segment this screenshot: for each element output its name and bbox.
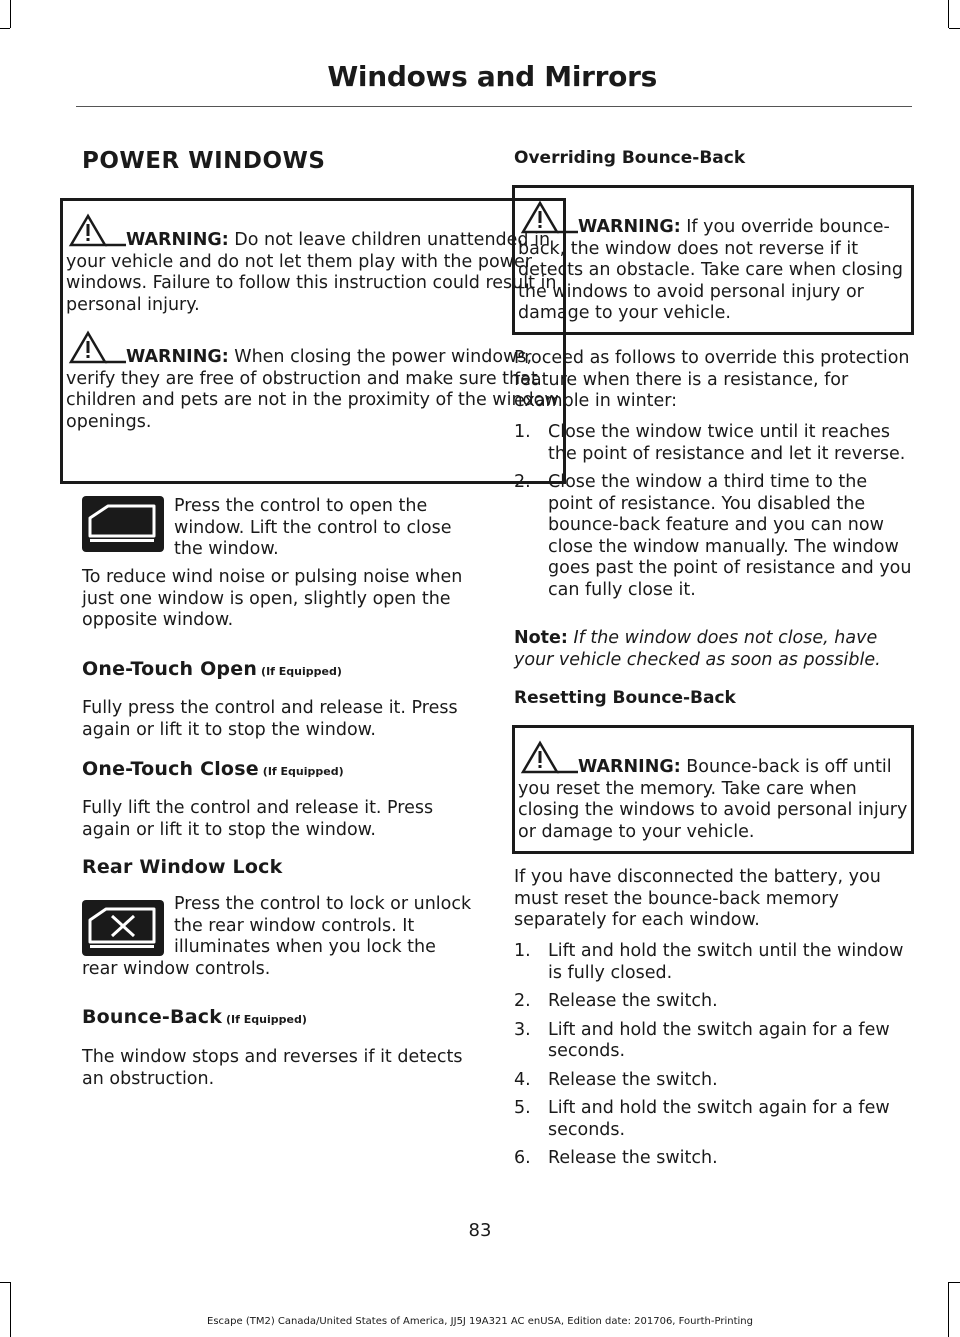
section-title: POWER WINDOWS: [82, 148, 326, 174]
crop-mark: [949, 1282, 960, 1283]
override-title: Overriding Bounce-Back: [514, 148, 746, 168]
wind-noise-text: To reduce wind noise or pulsing noise when just one window is open, slightly open the opposite window.: [82, 567, 463, 630]
equipped-tag: (If Equipped): [261, 665, 342, 678]
reset-steps-list: [514, 941, 914, 1177]
step-number: 1.: [514, 941, 531, 961]
bounce-back-text: The window stops and reverses if it detects an obstruction.: [82, 1047, 463, 1089]
warning-text: If you override bounce-back, the window does not reverse if it detects an obstacle. Take care when closing the windows to avoid personal injury or damage to your vehicle.: [518, 217, 903, 323]
step-number: 1.: [514, 422, 531, 442]
crop-mark: [0, 1282, 10, 1283]
warning-label: WARNING:: [126, 230, 229, 250]
step-text: Lift and hold the switch until the window is fully closed.: [548, 941, 904, 983]
note-label: Note:: [514, 628, 568, 648]
warning-box: [60, 198, 566, 484]
list-item: [514, 991, 914, 1013]
page-number: 83: [468, 1220, 492, 1241]
warning-text: When closing the power windows, verify they are free of obstruction and make sure that children and pets are not in the proximity of the window openings.: [66, 347, 559, 432]
list-item: [514, 1070, 914, 1092]
crop-mark: [948, 0, 949, 28]
step-number: 5.: [514, 1098, 531, 1118]
step-number: 6.: [514, 1148, 531, 1168]
one-touch-close-text: Fully lift the control and release it. Press again or lift it to stop the window.: [82, 798, 434, 840]
rear-window-lock-title: Rear Window Lock: [82, 856, 283, 878]
reset-title: Resetting Bounce-Back: [514, 688, 736, 708]
warning-item: [66, 330, 561, 433]
rear-lock-text-continued: rear window controls.: [82, 959, 271, 979]
list-item: [514, 472, 914, 601]
crop-mark: [949, 28, 960, 29]
warning-triangle-icon: [518, 740, 578, 774]
bounce-back-heading: [82, 1006, 482, 1028]
list-item: [514, 1148, 914, 1170]
warning-triangle-icon: [66, 330, 126, 364]
reset-intro-text: If you have disconnected the battery, you must reset the bounce-back memory separately for each window.: [514, 867, 881, 930]
warning-item: [518, 200, 909, 325]
step-text: Close the window a third time to the point of resistance. You disabled the bounce-back feature and you can now close the window manually. The window goes past the point of resistance and you can fully close it.: [548, 472, 912, 600]
warning-label: WARNING:: [126, 347, 229, 367]
step-text: Lift and hold the switch again for a few seconds.: [548, 1098, 890, 1140]
rear-lock-text: Press the control to lock or unlock the rear window controls. It illuminates when you lock the: [174, 894, 472, 957]
one-touch-open-title: One-Touch Open: [82, 658, 258, 680]
one-touch-open-text: Fully press the control and release it. Press again or lift it to stop the window.: [82, 698, 458, 740]
warning-text: Do not leave children unattended in your vehicle and do not let them play with the power windows. Failure to follow this instruction could result in personal injury.: [66, 230, 557, 315]
warning-triangle-icon: [66, 213, 126, 247]
warning-label: WARNING:: [578, 217, 681, 237]
step-number: 3.: [514, 1019, 531, 1040]
warning-item: [518, 740, 909, 843]
warning-text: Bounce-back is off until you reset the memory. Take care when closing the windows to avoid personal injury or damage to your vehicle.: [518, 757, 908, 842]
warning-label: WARNING:: [578, 757, 681, 777]
list-item: [514, 1098, 914, 1141]
window-lock-icon: [82, 900, 164, 956]
window-switch-icon: [82, 496, 164, 552]
list-item: [514, 422, 914, 465]
step-text: Release the switch.: [548, 991, 718, 1011]
override-steps-list: [514, 422, 914, 608]
step-number: 2.: [514, 472, 531, 492]
warning-item: [66, 213, 561, 316]
step-number: 2.: [514, 991, 531, 1011]
step-text: Close the window twice until it reaches the point of resistance and let it reverse.: [548, 422, 906, 464]
crop-mark: [10, 1282, 11, 1337]
step-text: Release the switch.: [548, 1069, 718, 1090]
bounce-back-title: Bounce-Back: [82, 1006, 223, 1028]
equipped-tag: (If Equipped): [226, 1013, 307, 1026]
list-item: [514, 941, 914, 984]
one-touch-close-title: One-Touch Close: [82, 758, 259, 780]
crop-mark: [948, 1282, 949, 1337]
override-intro-text: Proceed as follows to override this protection feature when there is a resistance, for example in winter:: [514, 348, 910, 411]
crop-mark: [0, 28, 10, 29]
step-text: Lift and hold the switch again for a few seconds.: [548, 1019, 890, 1061]
crop-mark: [10, 0, 11, 28]
warning-box: [512, 185, 914, 335]
window-control-text: Press the control to open the window. Lift the control to close the window.: [174, 496, 452, 559]
step-text: Release the switch.: [548, 1148, 718, 1168]
one-touch-close-heading: [82, 758, 482, 780]
note-body: If the window does not close, have your vehicle checked as soon as possible.: [514, 628, 881, 670]
page-footer: Escape (TM2) Canada/United States of America, JJ5J 19A321 AC enUSA, Edition date: 201706, Fourth-Printing: [207, 1316, 753, 1327]
warning-box: [512, 725, 914, 854]
page-header-title: Windows and Mirrors: [327, 60, 657, 93]
warning-triangle-icon: [518, 200, 578, 234]
list-item: [514, 1020, 914, 1063]
note-text: [514, 628, 914, 671]
one-touch-open-heading: [82, 658, 482, 680]
step-number: 4.: [514, 1069, 531, 1090]
equipped-tag: (If Equipped): [262, 765, 344, 778]
header-divider: [76, 106, 912, 107]
